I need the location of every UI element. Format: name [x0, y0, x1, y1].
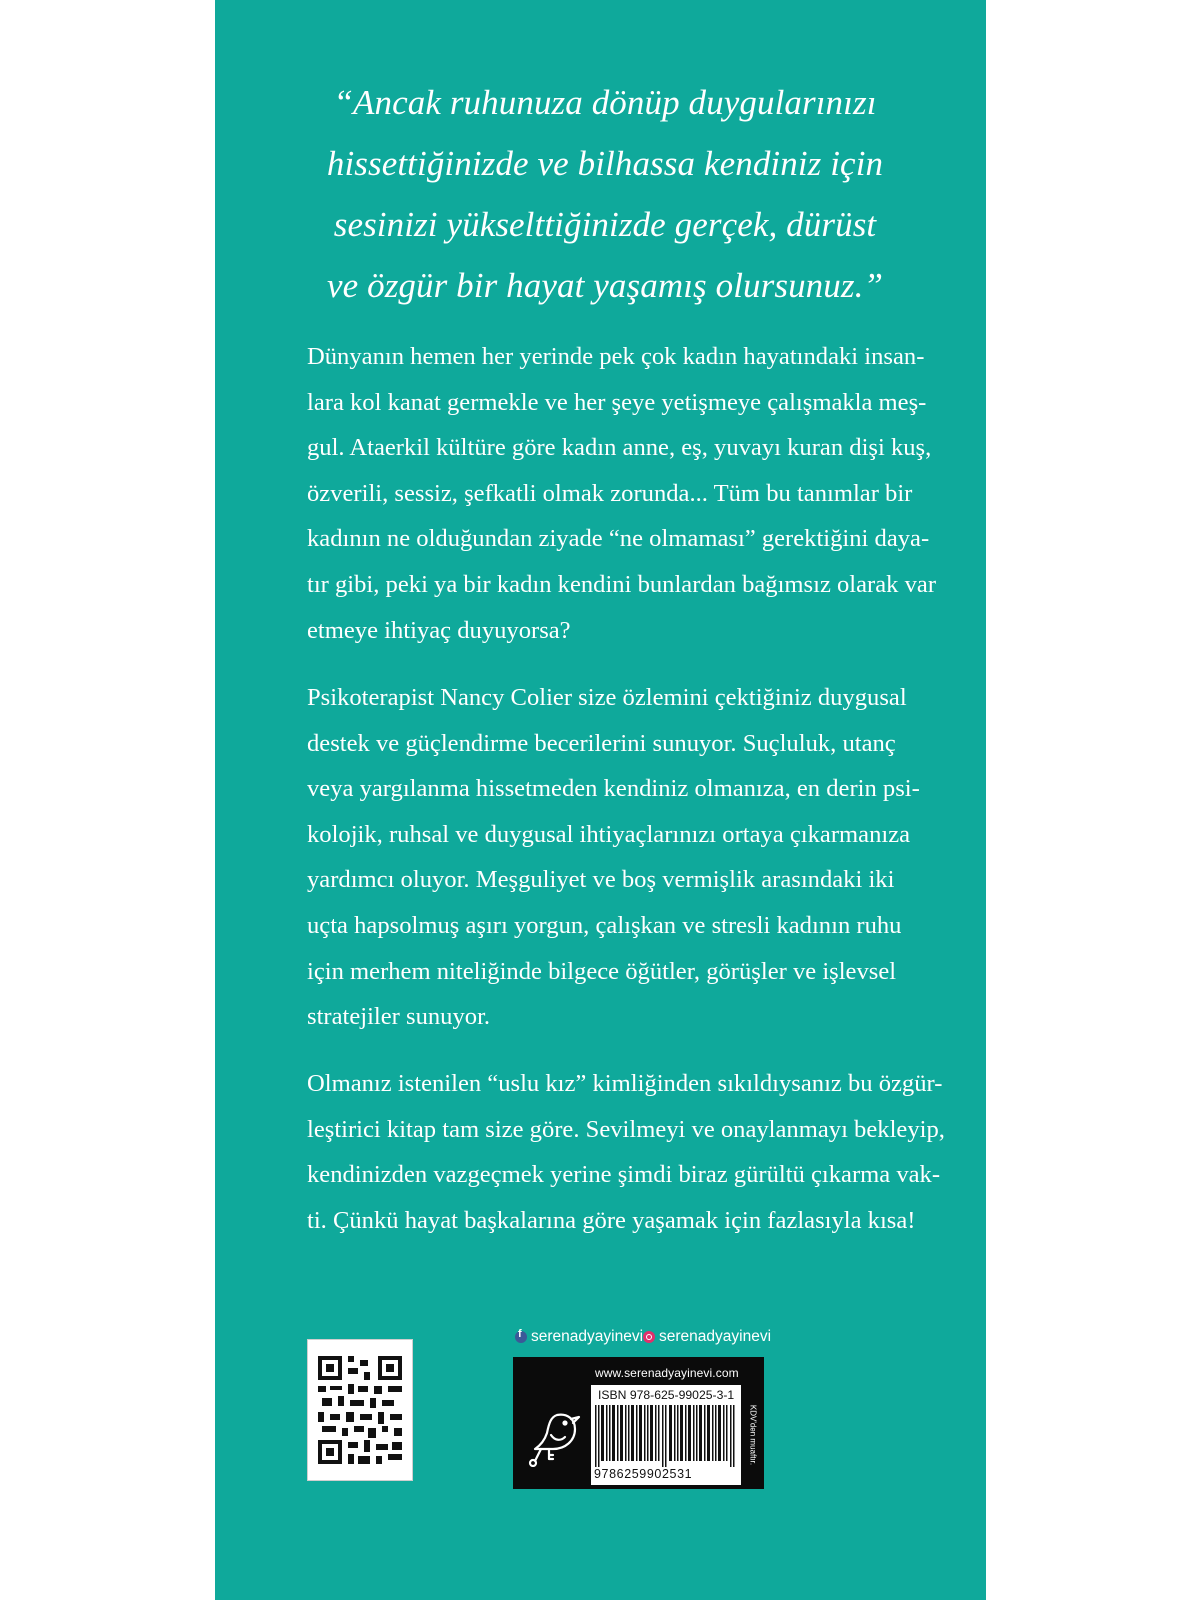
blurb-line: etmeye ihtiyaç duyuyorsa? — [307, 616, 571, 644]
qr-code-icon — [318, 1356, 402, 1464]
isbn-barcode — [591, 1385, 741, 1485]
blurb-line: Olmanız istenilen “uslu kız” kimliğinden sıkıldıysanız bu özgür- — [307, 1070, 943, 1097]
quote-line: sesinizi yükselttiğinizde gerçek, dürüst — [333, 205, 877, 244]
blurb-line: tır gibi, peki ya bir kadın kendini bunlardan bağımsız olarak var — [307, 570, 937, 598]
facebook-handle[interactable] — [515, 1328, 643, 1346]
instagram-handle[interactable] — [643, 1328, 771, 1346]
blurb-line: yardımcı oluyor. Meşguliyet ve boş vermişlik arasındaki iki — [307, 866, 895, 894]
blurb-line: destek ve güçlendirme becerilerini sunuyor. Suçluluk, utanç — [307, 729, 896, 757]
blurb-line: leştirici kitap tam size göre. Sevilmeyi ve onaylanmayı bekleyip, — [307, 1115, 945, 1143]
blurb-line: ti. Çünkü hayat başkalarına göre yaşamak için fazlasıyla kısa! — [307, 1206, 916, 1234]
publisher-website[interactable]: www.serenadyayinevi.com — [595, 1366, 739, 1380]
publisher-panel — [513, 1357, 764, 1489]
barcode-digits: 9786259902531 — [594, 1467, 693, 1481]
bird-key-logo-icon — [527, 1407, 583, 1467]
facebook-label: serenadyayinevi — [531, 1328, 644, 1345]
blurb-line: veya yargılanma hissetmeden kendiniz olmanıza, en derin psi- — [307, 775, 920, 803]
blurb-line: kadının ne olduğundan ziyade “ne olmaması” gerektiğini daya- — [307, 525, 930, 553]
instagram-label: serenadyayinevi — [659, 1328, 772, 1345]
blurb-line: lara kol kanat germekle ve her şeye yetişmeye çalışmakla meş- — [307, 388, 927, 416]
blurb-line: kolojik, ruhsal ve duygusal ihtiyaçlarınızı ortaya çıkarmanıza — [307, 820, 911, 848]
back-cover — [215, 0, 986, 1600]
tax-note — [744, 1387, 762, 1483]
quote-line: “Ancak ruhunuza dönüp duygularınızı — [333, 83, 877, 122]
quote-line: ve özgür bir hayat yaşamış olursunuz.” — [326, 266, 884, 305]
blurb-paragraph-1 — [307, 334, 937, 653]
isbn-number: ISBN 978-625-99025-3-1 — [598, 1388, 735, 1402]
barcode-icon — [595, 1405, 737, 1467]
instagram-icon — [643, 1331, 655, 1343]
tax-note-label: KDV'den muaftır. — [748, 1404, 758, 1466]
blurb-paragraph-2 — [307, 675, 920, 1040]
blurb-line: özverili, sessiz, şefkatli olmak zorunda... Tüm bu tanımlar bir — [307, 479, 913, 507]
quote-line: hissettiğinizde ve bilhassa kendiniz için — [326, 144, 884, 183]
qr-code[interactable] — [307, 1339, 413, 1481]
blurb-line: gul. Ataerkil kültüre göre kadın anne, eş, yuvayı kuran dişi kuş, — [307, 434, 932, 462]
blurb-line: stratejiler sunuyor. — [307, 1003, 491, 1031]
blurb-line: kendinizden vazgeçmek yerine şimdi biraz gürültü çıkarma vak- — [307, 1161, 941, 1189]
blurb-line: için merhem niteliğinde bilgece öğütler, görüşler ve işlevsel — [307, 957, 897, 985]
blurb-line: Psikoterapist Nancy Colier size özlemini çektiğiniz duygusal — [307, 684, 907, 711]
facebook-icon — [515, 1331, 527, 1343]
pull-quote — [305, 72, 905, 316]
blurb-line: uçta hapsolmuş aşırı yorgun, çalışkan ve stresli kadının ruhu — [307, 911, 902, 939]
blurb-line: Dünyanın hemen her yerinde pek çok kadın hayatındaki insan- — [307, 343, 925, 370]
blurb-paragraph-3 — [307, 1061, 945, 1243]
